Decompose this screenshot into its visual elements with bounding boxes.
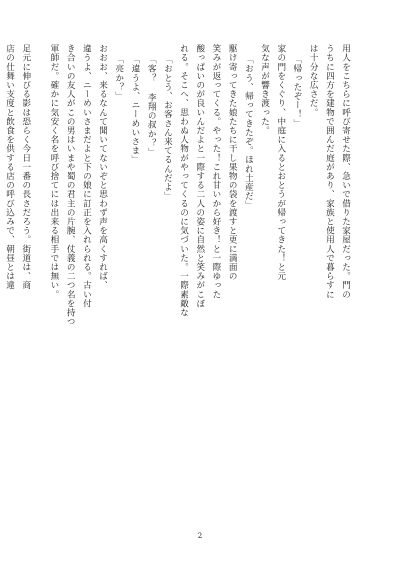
lower-block-line: 違うよ、ニーめいさまだよと下の娘に訂正を入れられる。古い付	[81, 44, 92, 308]
lower-block-line: れる。そこへ、思わぬ人物がやってくるのに気づいた。一際素敵な	[178, 44, 189, 317]
lower-block-line: 「亮か？」	[113, 55, 124, 101]
lower-block-line: 気な声が響き渡った。	[259, 44, 270, 135]
lower-block-line: き合いの友人がこの男はいまや蜀の君主の片腕、仗義の二つ名を持つ	[65, 44, 76, 327]
lower-block-line: 駆け寄ってきた娘たちに干し果物の袋を渡すと更に満面の	[227, 44, 238, 281]
lower-block-line: 軍師だ。確かに気安く名を呼び捨てには出来る相手では無い。	[48, 44, 59, 299]
lower-block-line: おおお、来るなんて聞いてないぞと思わず声を高くすれば、	[97, 44, 108, 290]
lower-block-line: 「客？ 李翔の叔か？」	[146, 55, 157, 157]
upper-block-line: 店の仕舞い支度と飲食を供する店の呼び込みで、朝昼とは違	[4, 44, 15, 290]
lower-block-line: 「違うよ、ニーめいさま」	[129, 55, 140, 165]
lower-block-line: うちに四方を建物で囲んだ庭があり、家族と使用人で暮らすに	[324, 44, 335, 299]
page-number: 2	[197, 532, 203, 540]
lower-block-line: は十分な広さだ。	[308, 44, 319, 117]
lower-block-line: 「おとう、お客さん来てるんだよ」	[162, 55, 173, 201]
lower-block-line: 「帰ったぞー！」	[291, 55, 302, 128]
lower-block-line: 「おう、帰ってきたぞ。ほれ土産だ」	[243, 55, 254, 210]
lower-block-line: 用人をこちらに呼び寄せた際、急いで借りた家屋だった。門の	[340, 44, 351, 299]
lower-block-line: 笑みが返ってくる。やった！これ甘いから好き！と一際ゆった	[210, 44, 221, 299]
upper-block-line: 足元に伸びる影は恐らく今日一番の長さだろう。街道は、商	[20, 44, 31, 290]
lower-block-line: 酸っぱいのが良いんだよと一際する二人の姿に自然と笑みがこぼ	[194, 44, 205, 308]
lower-block-line: 家の門をくぐり、中庭に入るとおとうが帰ってきた！と元	[275, 44, 286, 281]
